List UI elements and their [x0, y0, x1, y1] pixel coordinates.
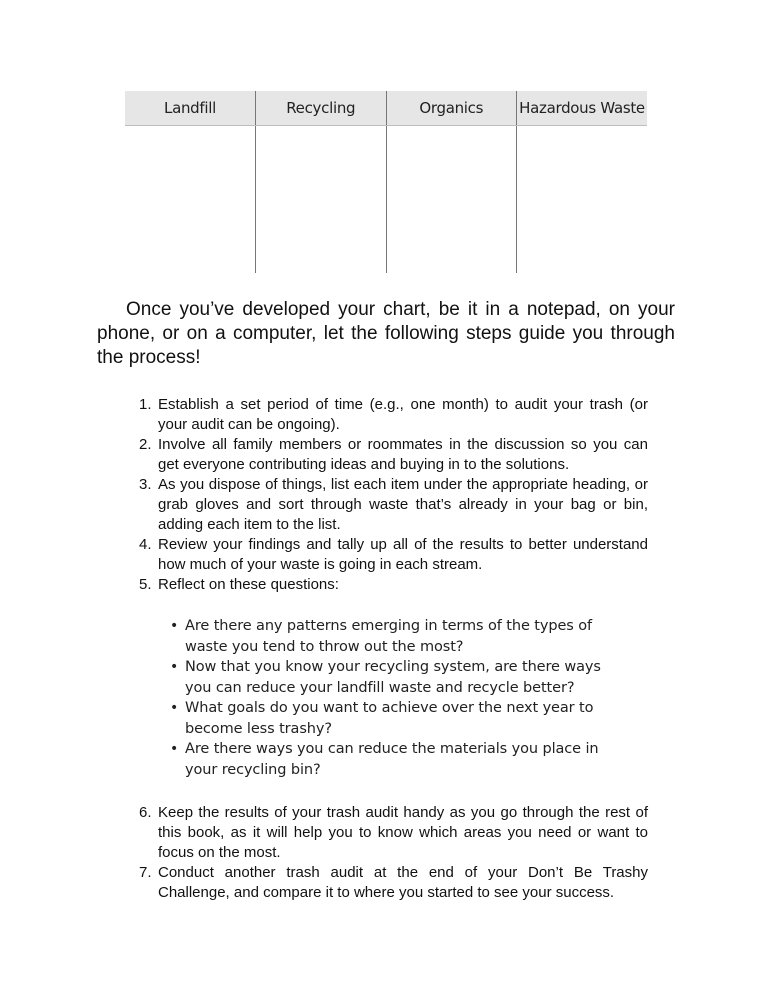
list-item	[139, 535, 648, 575]
list-item	[170, 616, 615, 657]
bullet-icon: •	[170, 659, 179, 675]
step-text: Review your findings and tally up all of the results to better understand how much of your waste is going in each stream.	[158, 536, 648, 573]
landfill-column-cell	[125, 126, 256, 274]
waste-audit-chart	[125, 91, 647, 273]
chart-body-row	[125, 126, 647, 274]
step-number: 6.	[139, 804, 152, 821]
list-item	[139, 863, 648, 903]
intro-paragraph: Once you’ve developed your chart, be it in a notepad, on your phone, or on a computer, let the following steps guide you through the process!	[97, 299, 675, 368]
reflection-questions-list	[170, 616, 615, 780]
organics-column-cell	[386, 126, 517, 274]
question-text: Are there any patterns emerging in terms of the types of waste you tend to throw out the most?	[185, 618, 593, 655]
step-text: As you dispose of things, list each item under the appropriate heading, or grab gloves and sort through waste that’s already in your bag or bin, adding each item to the list.	[158, 476, 648, 533]
question-text: Are there ways you can reduce the materials you place in your recycling bin?	[185, 741, 599, 778]
list-item	[170, 657, 615, 698]
step-text: Conduct another trash audit at the end of your Don’t Be Trashy Challenge, and compare it to where you started to see your success.	[158, 864, 648, 901]
column-header-recycling: Recycling	[256, 91, 387, 126]
step-number: 4.	[139, 536, 152, 553]
list-item	[139, 575, 648, 595]
question-text: What goals do you want to achieve over the next year to become less trashy?	[185, 700, 594, 737]
steps-list-continued	[139, 803, 648, 903]
hazardous-waste-column-cell	[517, 126, 648, 274]
list-item	[139, 395, 648, 435]
question-text: Now that you know your recycling system, are there ways you can reduce your landfill waste and recycle better?	[185, 659, 601, 696]
list-item	[139, 803, 648, 863]
step-number: 5.	[139, 576, 152, 593]
list-item	[139, 435, 648, 475]
bullet-icon: •	[170, 741, 179, 757]
chart-header-row	[125, 91, 647, 126]
list-item	[170, 739, 615, 780]
steps-list	[139, 395, 648, 595]
step-number: 1.	[139, 396, 152, 413]
step-number: 7.	[139, 864, 152, 881]
list-item	[170, 698, 615, 739]
step-number: 2.	[139, 436, 152, 453]
bullet-icon: •	[170, 700, 179, 716]
bullet-icon: •	[170, 618, 179, 634]
step-text: Establish a set period of time (e.g., one month) to audit your trash (or your audit can be ongoing).	[158, 396, 648, 433]
column-header-hazardous-waste: Hazardous Waste	[517, 91, 648, 126]
column-header-organics: Organics	[386, 91, 517, 126]
recycling-column-cell	[256, 126, 387, 274]
step-text: Reflect on these questions:	[158, 576, 339, 593]
list-item	[139, 475, 648, 535]
column-header-landfill: Landfill	[125, 91, 256, 126]
step-text: Involve all family members or roommates in the discussion so you can get everyone contributing ideas and buying in to the solutions.	[158, 436, 648, 473]
step-number: 3.	[139, 476, 152, 493]
step-text: Keep the results of your trash audit handy as you go through the rest of this book, as it will help you to know which areas you need or want to focus on the most.	[158, 804, 648, 861]
